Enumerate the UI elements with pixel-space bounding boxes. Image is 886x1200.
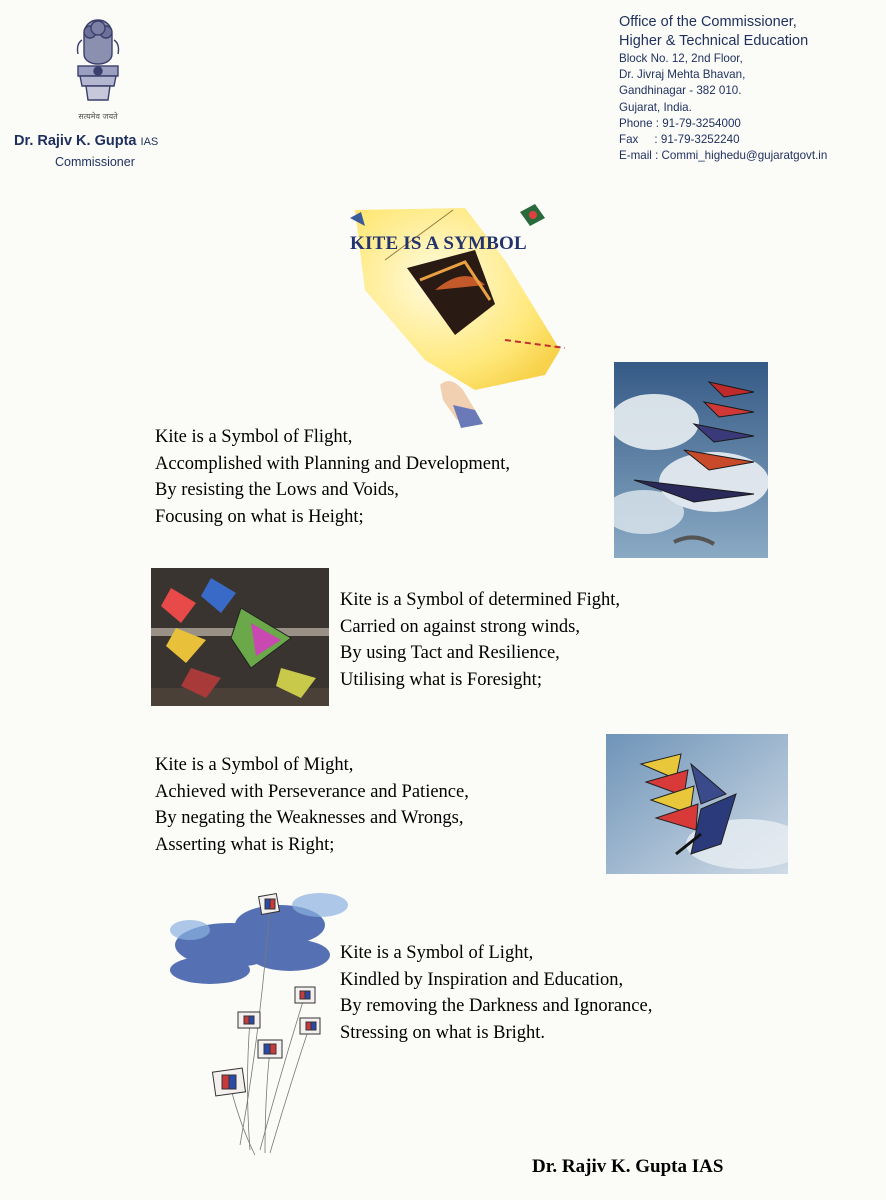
office-line: Gujarat, India. xyxy=(619,100,692,114)
header-name-suffix: IAS xyxy=(140,136,159,148)
poem-line: Kindled by Inspiration and Education, xyxy=(340,969,624,990)
poem-line: Asserting what is Right; xyxy=(155,834,335,855)
header-name-text: Dr. Rajiv K. Gupta xyxy=(14,133,137,149)
poem-line: Kite is a Symbol of Light, xyxy=(340,943,534,963)
poem-line: Accomplished with Planning and Development, xyxy=(155,453,511,474)
poem-line: By resisting the Lows and Voids, xyxy=(155,480,399,500)
office-line: Office of the Commissioner, xyxy=(619,14,797,30)
poem-stanza xyxy=(340,587,620,693)
kites-display-photo xyxy=(151,568,329,706)
sail-kite-sky-photo xyxy=(606,734,788,874)
kite-train-sky-photo xyxy=(614,362,768,558)
poem-line: Focusing on what is Height; xyxy=(155,506,364,527)
header-name xyxy=(14,133,158,149)
poem-line: Achieved with Perseverance and Patience, xyxy=(155,781,469,802)
page-title: KITE IS A SYMBOL xyxy=(350,233,527,254)
poem-stanza xyxy=(155,424,510,530)
office-line: Higher & Technical Education xyxy=(619,33,809,49)
office-address-block xyxy=(619,13,827,164)
poem-stanza xyxy=(340,940,652,1046)
poem-line: Kite is a Symbol of Might, xyxy=(155,755,354,775)
office-phone: Phone : 91-79-3254000 xyxy=(619,116,741,130)
poem-line: By using Tact and Resilience, xyxy=(340,643,560,663)
national-emblem-icon xyxy=(68,14,128,110)
office-fax: Fax : 91-79-3252240 xyxy=(619,133,740,147)
office-email: E-mail : Commi_highedu@gujaratgovt.in xyxy=(619,149,828,163)
poem-line: Carried on against strong winds, xyxy=(340,616,580,637)
header-role: Commissioner xyxy=(55,155,135,169)
kites-clouds-illustration xyxy=(170,885,350,1155)
office-line: Block No. 12, 2nd Floor, xyxy=(619,52,743,65)
poem-line: By negating the Weaknesses and Wrongs, xyxy=(155,808,464,828)
poem-line: By removing the Darkness and Ignorance, xyxy=(340,996,653,1016)
emblem-motto: सत्यमेव जयते xyxy=(78,112,118,121)
poem-stanza xyxy=(155,752,469,858)
poem-line: Kite is a Symbol of Flight, xyxy=(155,427,353,447)
poem-line: Stressing on what is Bright. xyxy=(340,1022,546,1043)
poem-line: Kite is a Symbol of determined Fight, xyxy=(340,590,621,610)
poem-line: Utilising what is Foresight; xyxy=(340,669,542,690)
office-line: Dr. Jivraj Mehta Bhavan, xyxy=(619,68,746,82)
signature-name: Dr. Rajiv K. Gupta IAS xyxy=(532,1156,724,1177)
office-line: Gandhinagar - 382 010. xyxy=(619,84,742,98)
